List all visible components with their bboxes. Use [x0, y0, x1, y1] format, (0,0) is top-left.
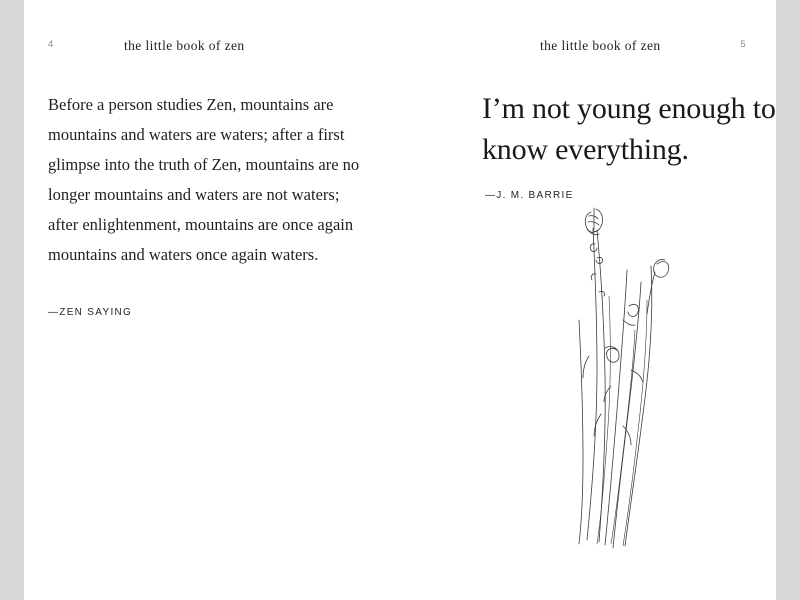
botanical-grasses-illustration	[531, 200, 711, 560]
running-head-right: the little book of zen	[540, 38, 661, 53]
quote-attribution-left: —ZEN SAYING	[48, 307, 133, 318]
folio-right: 5	[740, 39, 746, 50]
page-left	[24, 0, 400, 600]
quote-text-right: I’m not young enough to know everything.	[482, 92, 776, 166]
quote-attribution-right: —J. M. BARRIE	[485, 190, 574, 201]
folio-left: 4	[48, 39, 54, 50]
quote-text-left	[48, 90, 368, 328]
quote-body-left: Before a person studies Zen, mountains are mountains and waters are waters; after a first glimpse into the truth of Zen, mountains are no longer mountains and waters are not waters; after enlightenment, mountains are once again mountains and waters once again waters.	[48, 95, 360, 264]
running-head-left: the little book of zen	[124, 38, 245, 53]
book-spread	[24, 0, 776, 600]
